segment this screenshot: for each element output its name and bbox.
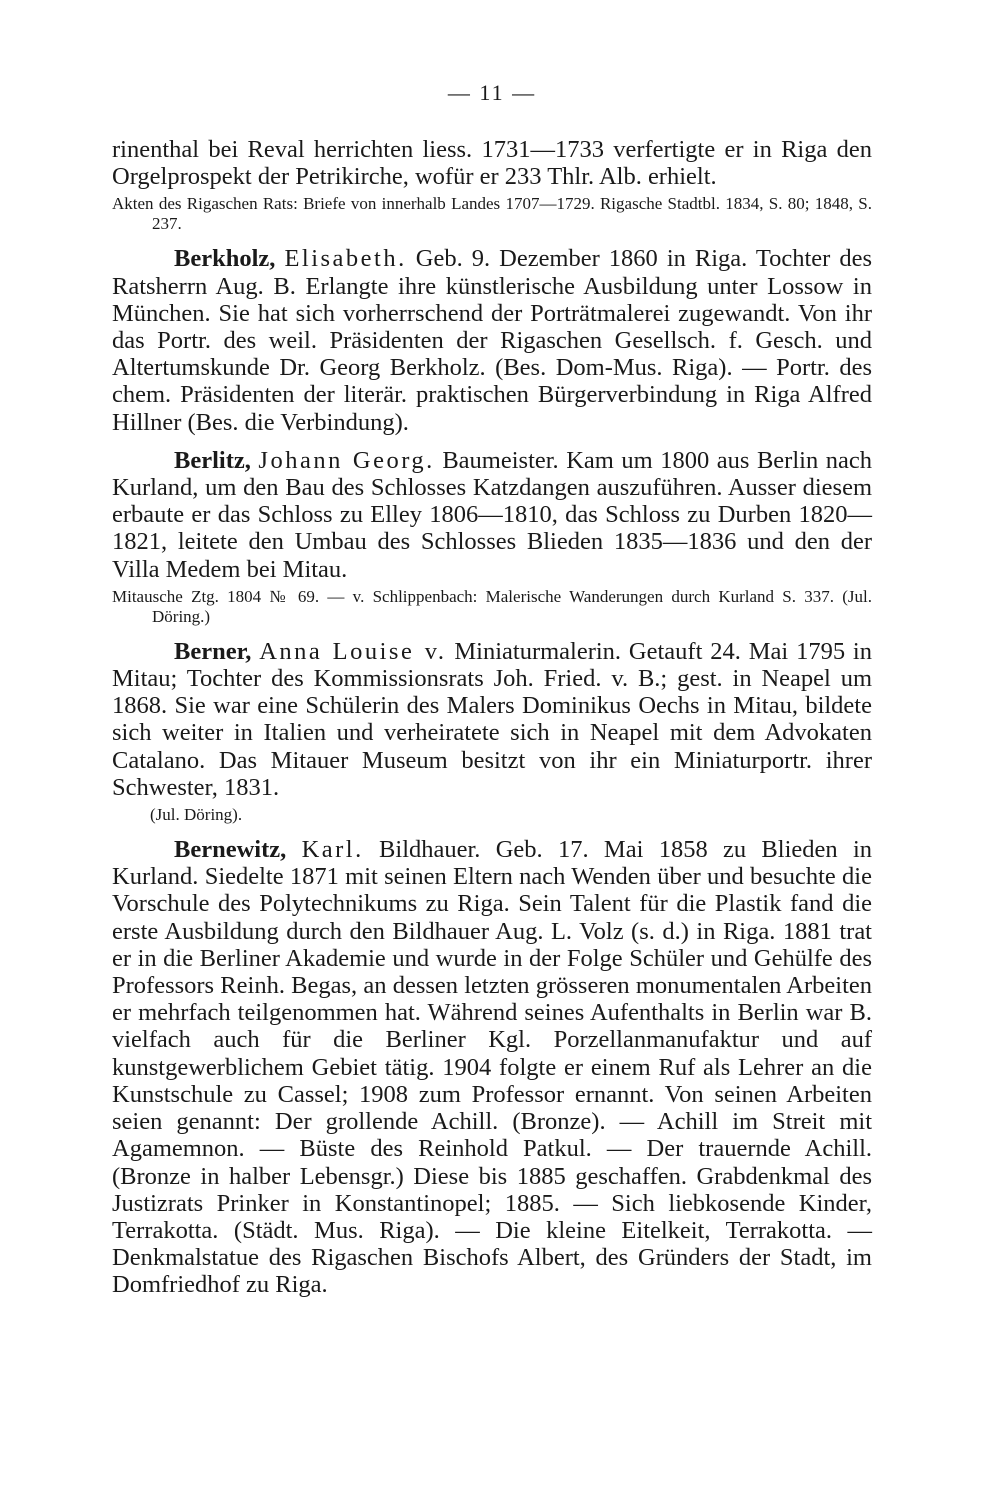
entry-surname: Berner, — [174, 637, 252, 665]
entry-given-name: Elisabeth. — [284, 245, 407, 273]
entry-berlitz-source: Mitausche Ztg. 1804 № 69. — v. Schlippenbach: Malerische Wanderungen durch Kurland S. 337. (Jul. Döring.) — [112, 586, 872, 626]
entry-bernewitz — [112, 836, 872, 1298]
entry-given-name: Anna Louise v. — [259, 637, 447, 665]
entry-berner — [112, 638, 872, 801]
entry-text: Baumeister. Kam um 1800 aus Berlin nach Kurland, um den Bau des Schlosses Katzdangen auszuführen. Ausser diesem erbaute er das Schloss zu Elley 1806—1810, das Schloss zu Durben 1820—1821, leitete den Umbau des Schlosses Blieden 1835—1836 und den der Villa Medem bei Mitau. — [112, 446, 872, 583]
continuation-source: Akten des Rigaschen Rats: Briefe von innerhalb Landes 1707—1729. Rigasche Stadtbl. 1834, S. 80; 1848, S. 237. — [112, 194, 872, 234]
entry-text: Miniaturmalerin. Getauft 24. Mai 1795 in Mitau; Tochter des Kommissionsrats Joh. Fried. v. B.; gest. in Neapel um 1868. Sie war eine Schülerin des Malers Dominikus Oechs in Mitau, bildete sich weiter in Italien und verheiratete sich in Neapel mit dem Advokaten Catalano. Das Mitauer Museum besitzt von ihr ein Miniaturportr. ihrer Schwester, 1831. — [112, 637, 872, 801]
continuation-paragraph: rinenthal bei Reval herrichten liess. 1731—1733 verfertigte er in Riga den Orgelprospekt der Petrikirche, wofür er 233 Thlr. Alb. erhielt. — [112, 136, 872, 191]
entry-berkholz — [112, 245, 872, 435]
entry-berner-source: (Jul. Döring). — [150, 805, 243, 825]
entry-text: Geb. 9. Dezember 1860 in Riga. Tochter des Ratsherrn Aug. B. Erlangte ihre künstlerische Ausbildung unter Lossow in München. Sie hat sich vorherrschend der Porträtmalerei zugewandt. Von ihr das Portr. des weil. Präsidenten der Rigaschen Gesellsch. f. Gesch. und Altertumskunde Dr. Georg Berkholz. (Bes. Dom-Mus. Riga). — Portr. des chem. Präsidenten der literär. praktischen Bürgerverbindung in Riga Alfred Hillner (Bes. die Verbindung). — [112, 245, 873, 436]
entry-surname: Berlitz, — [174, 446, 251, 474]
entry-surname: Berkholz, — [174, 245, 276, 273]
entry-given-name: Johann Georg. — [258, 446, 435, 474]
entry-text: Bildhauer. Geb. 17. Mai 1858 zu Blieden in Kurland. Siedelte 1871 mit seinen Eltern nach Wenden über und besuchte die Vorschule des Polytechnikums zu Riga. Sein Talent für die Plastik fand die erste Ausbildung durch den Bildhauer Aug. L. Volz (s. d.) in Riga. 1881 trat er in die Berliner Akademie und wurde in der Folge Schüler und Gehülfe des Professors Reinh. Begas, an dessen letzten grösseren monumentalen Arbeiten er mehrfach teilgenommen hat. Während seines Aufenthalts in Berlin war B. vielfach auch für die Berliner Kgl. Porzellanmanufaktur und auf kunstgewerblichem Gebiet tätig. 1904 folgte er einem Ruf als Lehrer an die Kunstschule zu Cassel; 1908 zum Professor ernannt. Von seinen Arbeiten seien genannt: Der grollende Achill. (Bronze). — Achill im Streit mit Agamemnon. — Büste des Reinhold Patkul. — Der trauernde Achill. (Bronze in halber Lebensgr.) Diese bis 1885 geschaffen. Grabdenkmal des Justizrats Prinker in Konstantinopel; 1885. — Sich liebkosende Kinder, Terrakotta. (Städt. Mus. Riga). — Die kleine Eitelkeit, Terrakotta. — Denkmalstatue des Rigaschen Bischofs Albert, des Gründers der Stadt, im Domfriedhof zu Riga. — [112, 836, 873, 1299]
entry-given-name: Karl. — [301, 836, 364, 864]
entry-surname: Bernewitz, — [174, 836, 287, 864]
book-page — [112, 80, 872, 1299]
entry-berlitz — [112, 447, 872, 583]
page-number: — 11 — — [447, 80, 537, 105]
